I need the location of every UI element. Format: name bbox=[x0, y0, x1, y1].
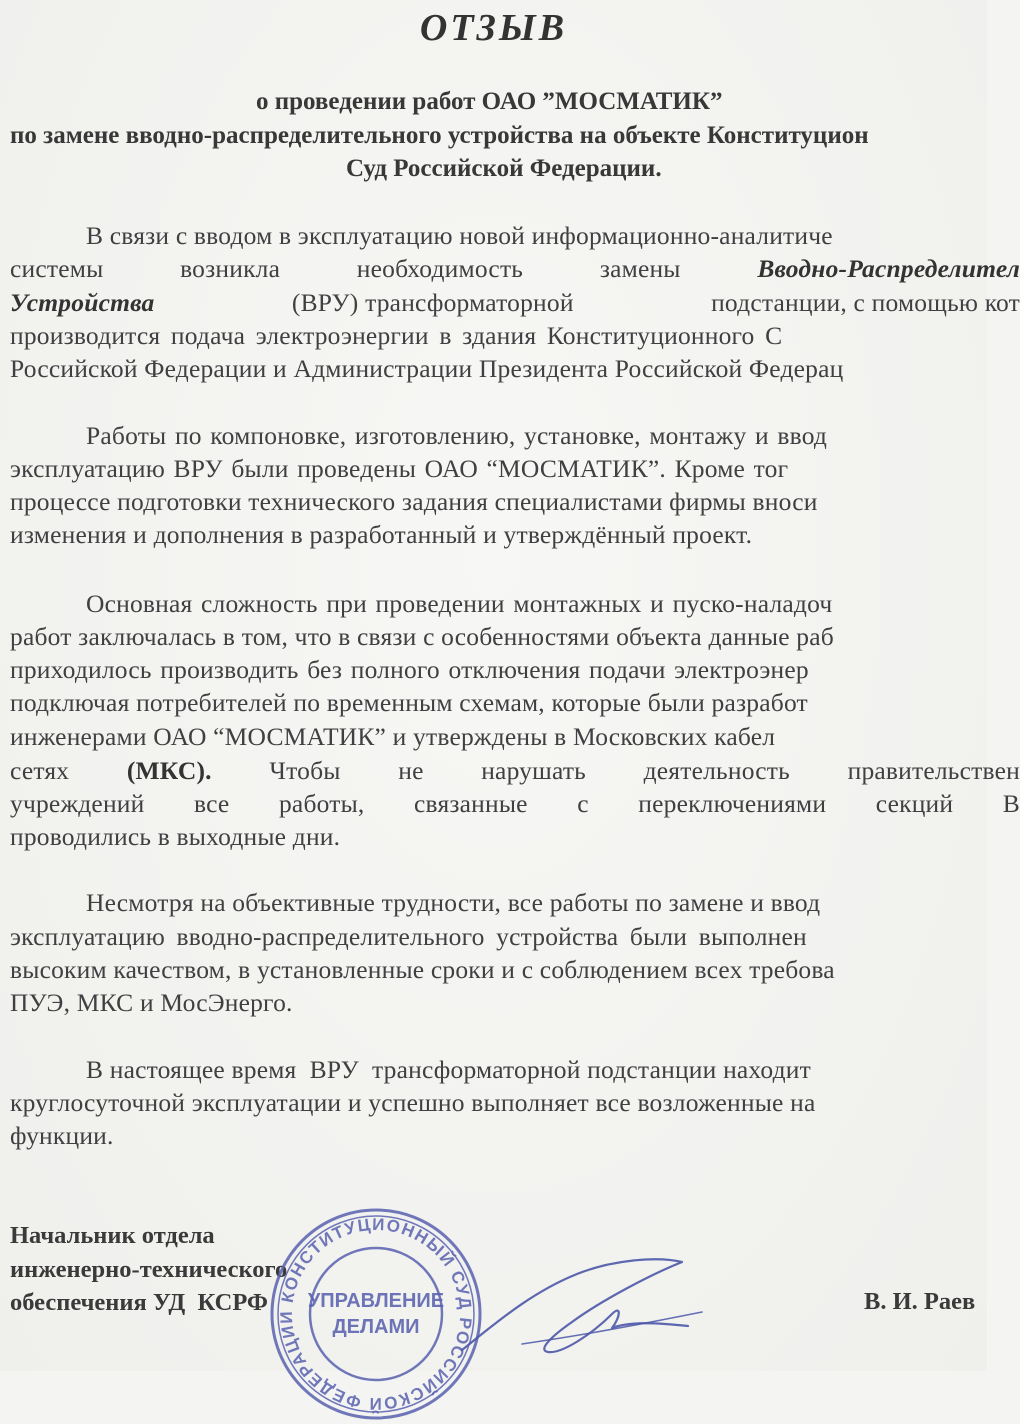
text-line: работ заключалась в том, что в связи с особенностями объекта данные раб bbox=[10, 622, 834, 651]
handwritten-signature bbox=[452, 1252, 722, 1362]
text-line: Несмотря на объективные трудности, все работы по замене и ввод bbox=[86, 888, 821, 917]
word: (МКС). bbox=[126, 756, 212, 785]
text-line: изменения и дополнения в разработанный и утверждённый проект. bbox=[10, 520, 753, 549]
word: подстанции, с помощью кот bbox=[711, 288, 1020, 317]
text-line: круглосуточной эксплуатации и успешно выполняет все возложенные на bbox=[10, 1088, 816, 1117]
word: возникла bbox=[180, 254, 281, 283]
text-line bbox=[10, 254, 1020, 284]
text-line: подключая потребителей по временным схемам, которые были разработ bbox=[10, 688, 808, 717]
word: связанные bbox=[414, 789, 528, 818]
stamp-ring-text: КОНСТИТУЦИОННЫЙ СУД РОССИЙСКОЙ ФЕДЕРАЦИИ bbox=[276, 1214, 476, 1414]
word: деятельность bbox=[643, 756, 790, 785]
word: с bbox=[577, 789, 589, 818]
text-line bbox=[10, 756, 1020, 786]
word: правительствен bbox=[847, 756, 1020, 785]
word: учреждений bbox=[10, 789, 145, 818]
word: не bbox=[398, 756, 424, 785]
text-line bbox=[10, 288, 1020, 318]
emphasized-term: Устройства bbox=[10, 288, 155, 317]
signer-position-line: обеспечения УД КСРФ bbox=[10, 1289, 268, 1316]
stamp-center-line: ДЕЛАМИ bbox=[332, 1316, 420, 1338]
signer-name: В. И. Раев bbox=[864, 1288, 976, 1315]
text-line: приходилось производить без полного отключения подачи электроэнер bbox=[10, 655, 809, 684]
text-line: функции. bbox=[10, 1121, 114, 1150]
word: нарушать bbox=[481, 756, 586, 785]
svg-text:КОНСТИТУЦИОННЫЙ СУД РОССИЙСКОЙ bbox=[277, 1215, 475, 1413]
word: системы bbox=[10, 254, 104, 283]
word: В bbox=[1002, 789, 1020, 818]
text-line: В настоящее время ВРУ трансформаторной подстанции находит bbox=[86, 1055, 811, 1084]
heading-line: о проведении работ ОАО ”МОСМАТИК” bbox=[256, 88, 723, 115]
word: Чтобы bbox=[269, 756, 341, 785]
text-line: эксплуатацию ВРУ были проведены ОАО “МОСМАТИК”. Кроме тог bbox=[10, 454, 789, 483]
word: (ВРУ) трансформаторной bbox=[291, 288, 574, 317]
word: переключениями bbox=[638, 789, 827, 818]
text-line: Основная сложность при проведении монтажных и пуско-наладоч bbox=[86, 589, 833, 618]
text-line: Российской Федерации и Администрации Президента Российской Федерац bbox=[10, 354, 844, 383]
document-title: ОТЗЫВ bbox=[419, 7, 568, 49]
word: замены bbox=[599, 254, 681, 283]
word: сетях bbox=[10, 756, 70, 785]
text-line: проводились в выходные дни. bbox=[10, 822, 341, 851]
text-line: ПУЭ, МКС и МосЭнерго. bbox=[10, 988, 293, 1017]
text-line: В связи с вводом в эксплуатацию новой информационно-аналитиче bbox=[86, 221, 833, 250]
word: необходимость bbox=[356, 254, 524, 283]
text-line: высоким качеством, в установленные сроки и с соблюдением всех требова bbox=[10, 955, 835, 984]
signer-position-line: Начальник отдела bbox=[10, 1222, 215, 1249]
word: работы, bbox=[278, 789, 365, 818]
signer-position-line: инженерно-технического bbox=[10, 1256, 288, 1283]
word: все bbox=[194, 789, 230, 818]
text-line: производится подача электроэнергии в здания Конституционного С bbox=[10, 321, 783, 350]
word: секций bbox=[875, 789, 954, 818]
text-line: процессе подготовки технического задания специалистами фирмы вноси bbox=[10, 487, 818, 516]
text-line: Работы по компоновке, изготовлению, установке, монтажу и ввод bbox=[86, 421, 828, 450]
heading-line: Суд Российской Федерации. bbox=[346, 155, 662, 182]
text-line: инженерами ОАО “МОСМАТИК” и утверждены в Московских кабел bbox=[10, 722, 776, 751]
text-line: эксплуатацию вводно-распределительного устройства были выполнен bbox=[10, 922, 807, 951]
text-line bbox=[10, 789, 1020, 819]
emphasized-term: Вводно-Распределител bbox=[757, 254, 1020, 283]
stamp-center-line: УПРАВЛЕНИЕ bbox=[307, 1290, 445, 1312]
heading-line: по замене вводно-распределительного устройства на объекте Конституцион bbox=[10, 122, 869, 149]
